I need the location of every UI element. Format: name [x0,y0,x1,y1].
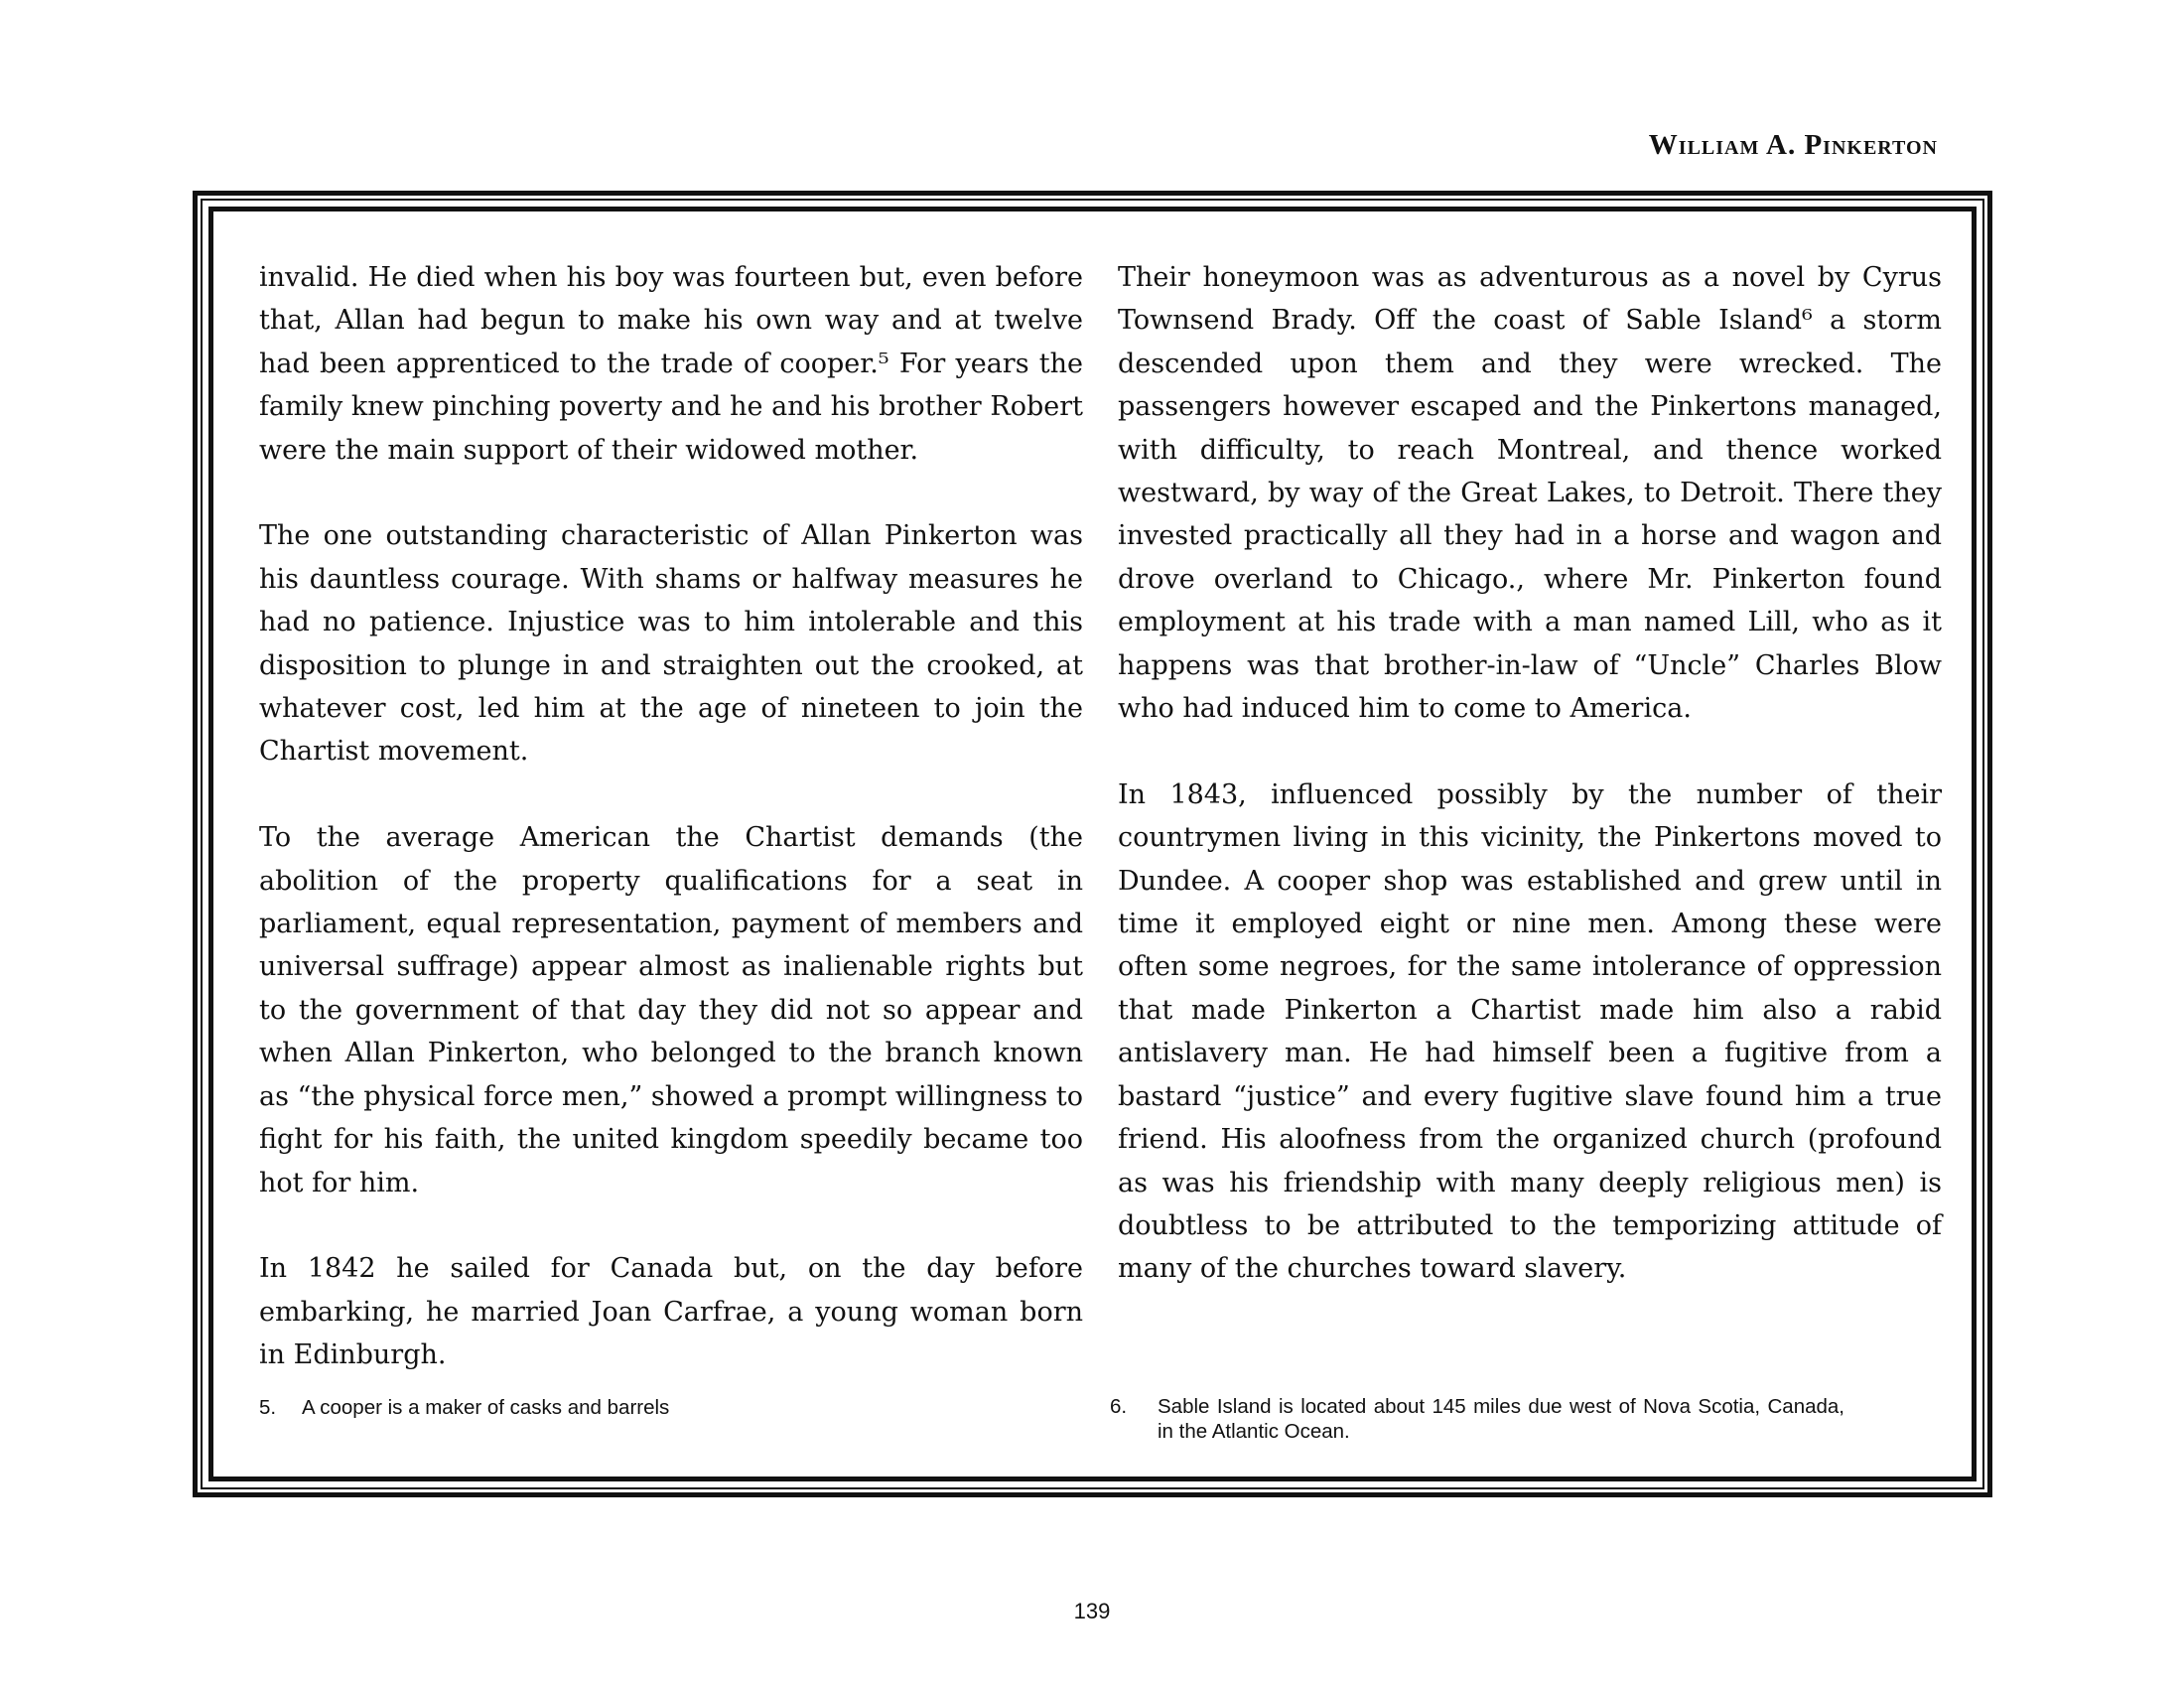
paragraph: The one outstanding characteristic of Allan Pinkerton was his dauntless courage. With shams or halfway measures he had no patience. Injustice was to him intolerable and this disposition to plunge in and straighten out the crooked, at whatever cost, led him at the age of nineteen to join the Chartist movement. [259,520,1083,768]
paragraph: Their honeymoon was as adventurous as a novel by Cyrus Townsend Brady. Off the coast of Sable Island⁶ a storm descended upon them and they were wrecked. The passengers however escaped and the Pinkertons managed, with difficulty, to reach Montreal, and thence worked westward, by way of the Great Lakes, to Detroit. There they invested practically all they had in a horse and wagon and drove overland to Chicago., where Mr. Pinkerton found employment at his trade with a man named Lill, who as it happens was that brother-in-law of “Uncle” Charles Blow who had induced him to come to America. [1118,262,1942,725]
footnote-number: 5. [259,1396,277,1419]
paragraph: In 1842 he sailed for Canada but, on the day before embarking, he married Joan Carfrae, a young woman born in Edinburgh. [259,1253,1083,1371]
footnote-text: Sable Island is located about 145 miles due west of Nova Scotia, Canada, in the Atlantic Ocean. [1158,1395,1844,1443]
left-text-column [259,256,1083,1420]
paragraph: In 1843, influenced possibly by the number of their countrymen living in this vicinity, the Pinkertons moved to Dundee. A cooper shop was established and grew until in time it employed eight or nine men. Among these were often some negroes, for the same intolerance of oppression that made Pinkerton a Chartist made him also a rabid antislavery man. He had himself been a fugitive from a bastard “justice” and every fugitive slave found him a true friend. His aloofness from the organized church (profound as was his friendship with many deeply religious men) is doubtless to be attributed to the temporizing attitude of many of the churches toward slavery. [1118,778,1942,1285]
footnote-number: 6. [1110,1395,1128,1418]
running-title: William A. Pinkerton [1648,129,1938,161]
footnote-6 [1110,1394,1844,1444]
footnote-5 [259,1395,954,1420]
right-text-column [1118,256,1942,1334]
page-number: 139 [1073,1599,1111,1623]
paragraph: To the average American the Chartist demands (the abolition of the property qualifications for a seat in parliament, equal representation, payment of members and universal suffrage) appear almost as inalienable rights but to the government of that day they did not so appear and when Allan Pinkerton, who belonged to the branch known as “the physical force men,” showed a prompt willingness to fight for his faith, the united kingdom speedily became too hot for him. [259,822,1083,1198]
paragraph: invalid. He died when his boy was fourteen but, even before that, Allan had begun to make his own way and at twelve had been apprenticed to the trade of cooper.⁵ For years the family knew pinching poverty and he and his brother Robert were the main support of their widowed mother. [259,262,1083,466]
footnote-text: A cooper is a maker of casks and barrels [302,1396,670,1419]
